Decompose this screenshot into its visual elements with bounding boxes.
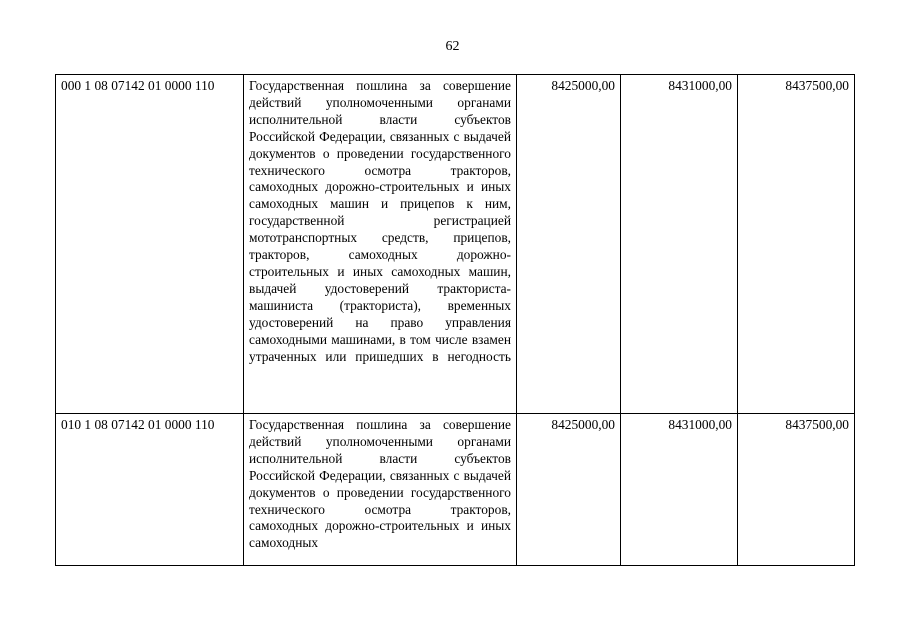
description-cell: Государственная пошлина за совершение действий уполномоченными органами исполнительной власти субъектов Российской Федерации, связанных с выдачей документов о проведении государственного технического осмотра тракторов, самоходных дорожно-строительных и иных самоходных машин и прицепов к ним, государственной регистрацией мототранспортных средств, прицепов, тракторов, самоходных дорожно-строительных и иных самоходных машин, выдачей удостоверений тракториста-машиниста (тракториста), временных удостоверений на право управления самоходными машинами, в том числе взамен утраченных или пришедших в негодность — [244, 75, 517, 414]
page-number: 62 — [445, 39, 460, 54]
amount-year-2-cell: 8431000,00 — [621, 414, 738, 566]
amount-year-1-cell: 8425000,00 — [517, 414, 621, 566]
budget-table — [55, 74, 855, 566]
amount-year-3-cell: 8437500,00 — [738, 414, 855, 566]
budget-code-cell: 010 1 08 07142 01 0000 110 — [56, 414, 244, 566]
description-cell: Государственная пошлина за совершение действий уполномоченными органами исполнительной власти субъектов Российской Федерации, связанных с выдачей документов о проведении государственного технического осмотра тракторов, самоходных дорожно-строительных и иных самоходных — [244, 414, 517, 566]
table-row — [56, 75, 855, 414]
amount-year-3-cell: 8437500,00 — [738, 75, 855, 414]
table-row — [56, 414, 855, 566]
budget-code-cell: 000 1 08 07142 01 0000 110 — [56, 75, 244, 414]
amount-year-1-cell: 8425000,00 — [517, 75, 621, 414]
amount-year-2-cell: 8431000,00 — [621, 75, 738, 414]
